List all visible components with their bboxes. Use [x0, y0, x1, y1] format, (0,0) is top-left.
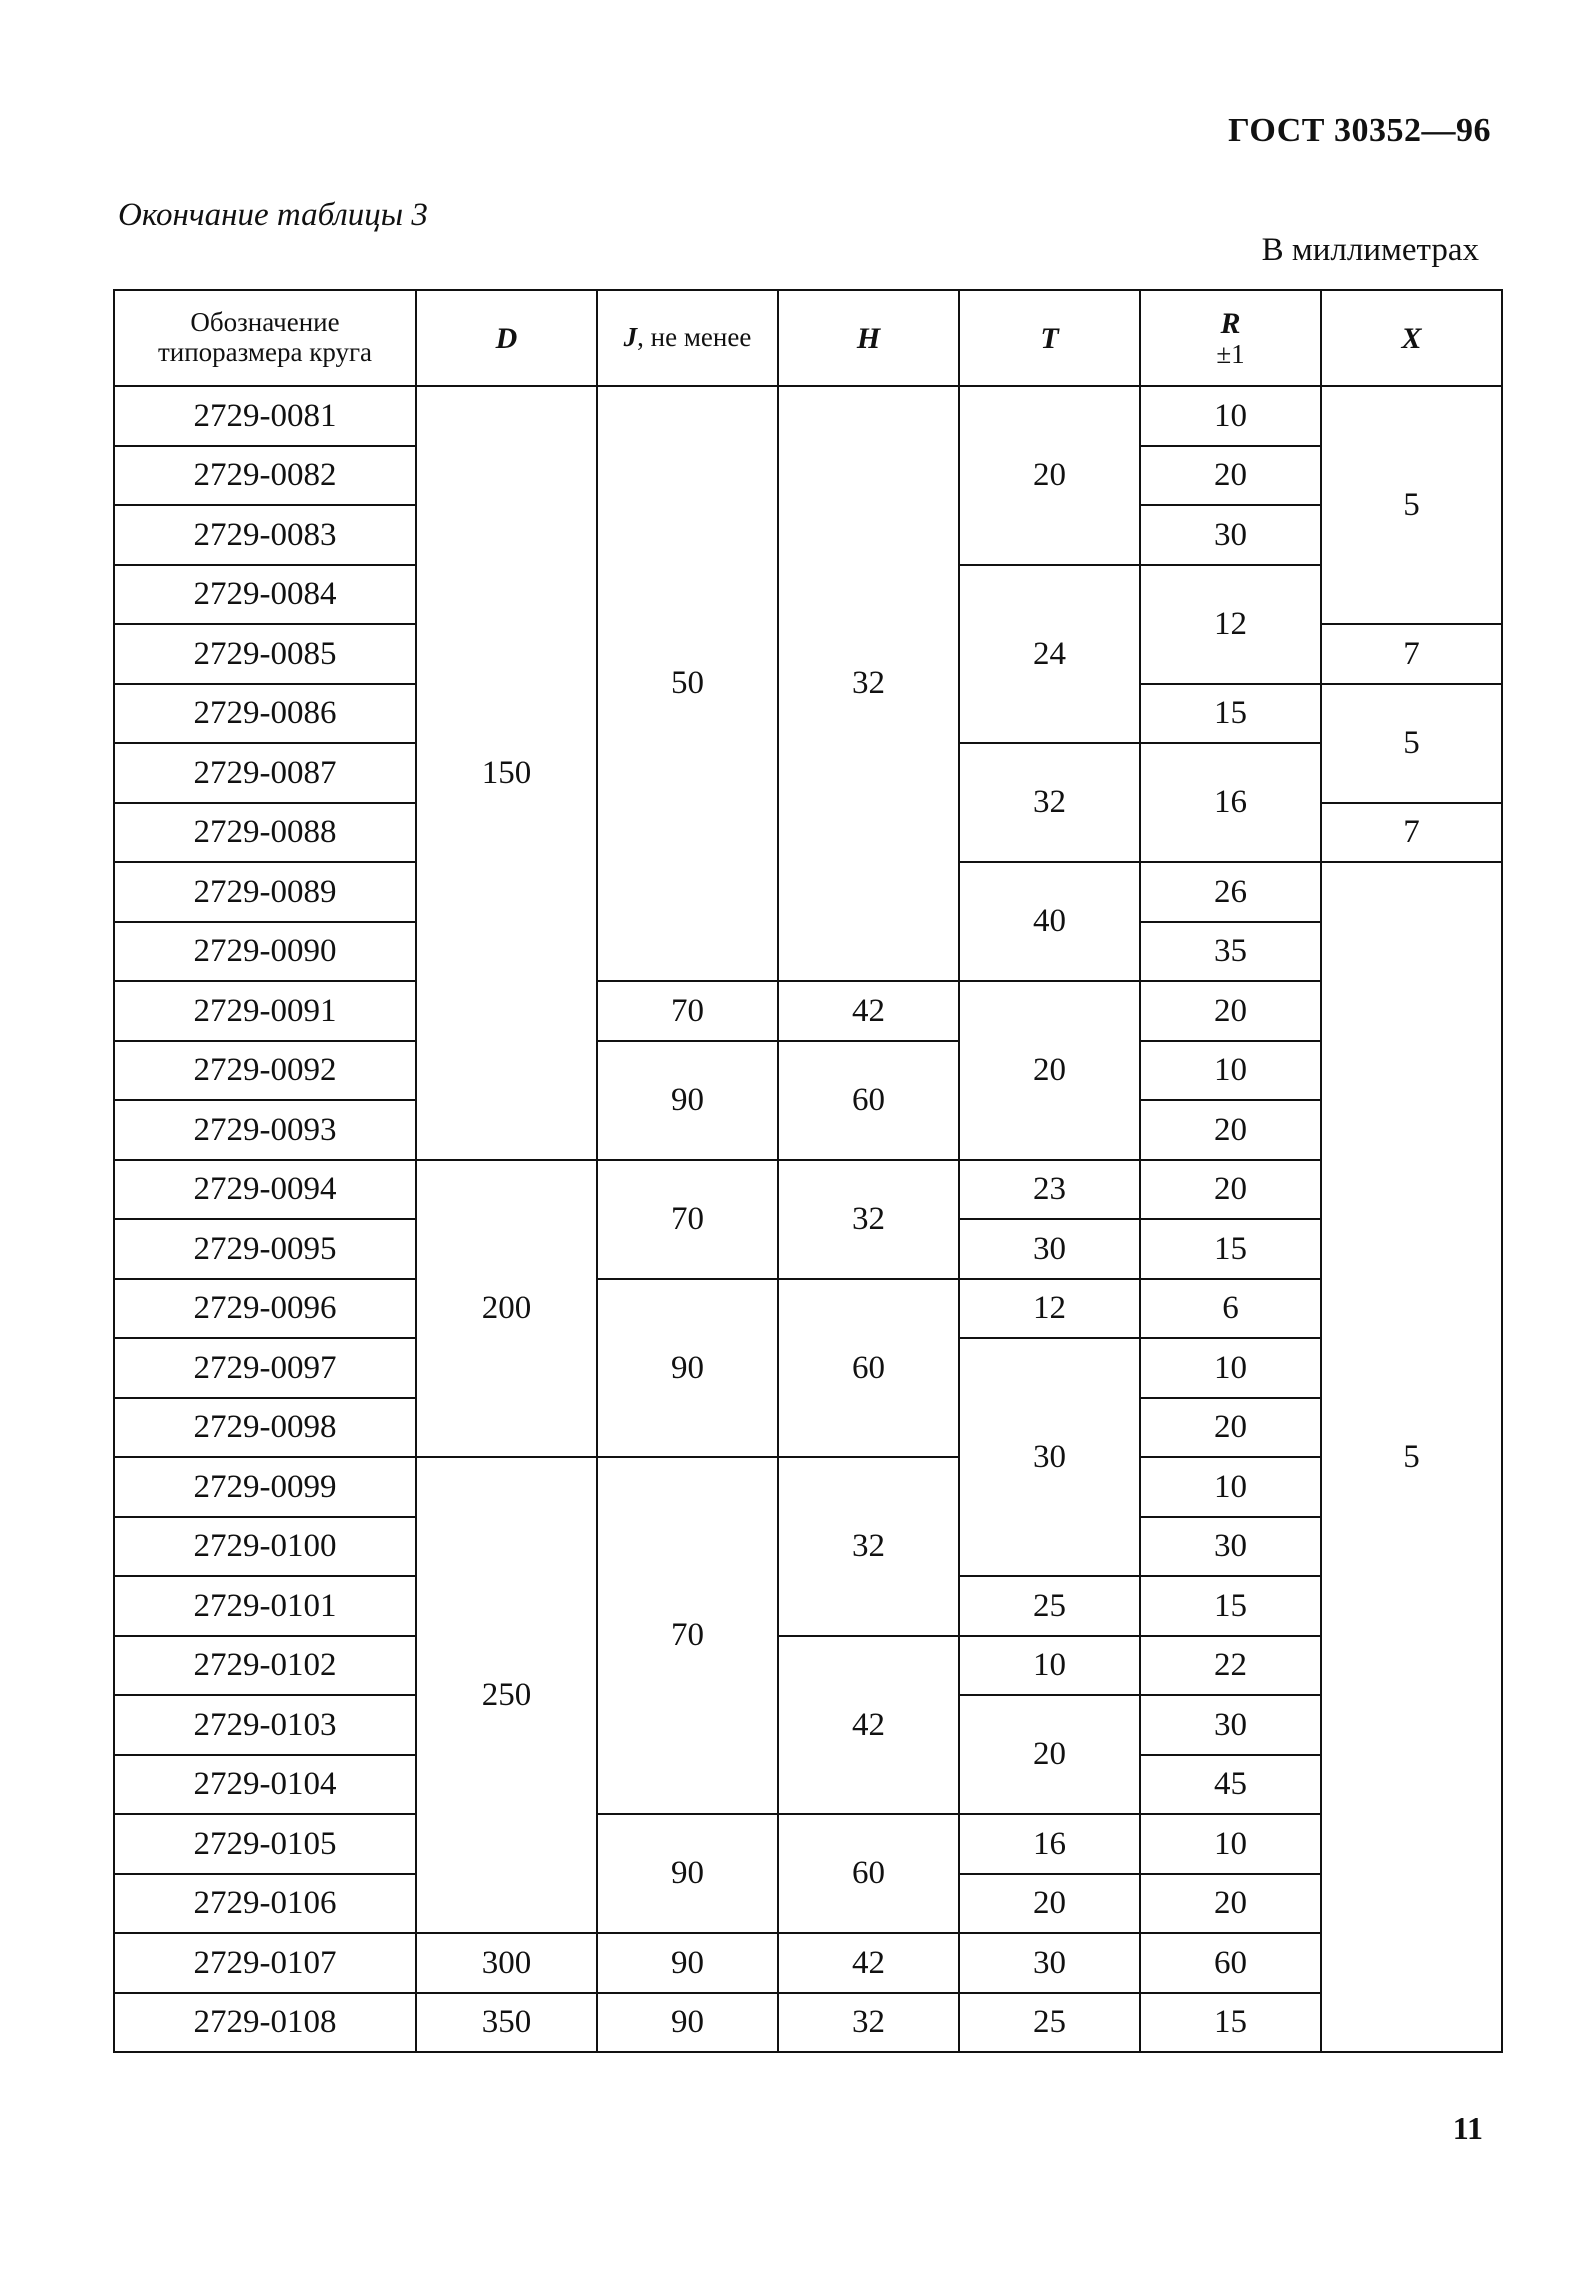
cell-j: 50	[597, 386, 778, 981]
cell-designation: 2729-0086	[114, 684, 416, 744]
cell-r: 15	[1140, 684, 1321, 744]
cell-r: 35	[1140, 922, 1321, 982]
cell-j: 70	[597, 1457, 778, 1814]
cell-r: 16	[1140, 743, 1321, 862]
header-x: X	[1321, 290, 1502, 386]
table-row	[114, 1814, 1502, 1874]
cell-designation: 2729-0088	[114, 803, 416, 863]
cell-x: 5	[1321, 386, 1502, 624]
cell-d: 300	[416, 1933, 597, 1993]
cell-h: 42	[778, 1636, 959, 1815]
cell-t: 32	[959, 743, 1140, 862]
cell-d: 350	[416, 1993, 597, 2053]
cell-j: 70	[597, 1160, 778, 1279]
cell-t: 20	[959, 386, 1140, 565]
cell-t: 25	[959, 1576, 1140, 1636]
header-j-symbol: J	[623, 322, 638, 353]
cell-designation: 2729-0081	[114, 386, 416, 446]
cell-designation: 2729-0087	[114, 743, 416, 803]
cell-t: 30	[959, 1219, 1140, 1279]
cell-r: 20	[1140, 446, 1321, 506]
cell-r: 10	[1140, 1041, 1321, 1101]
table-row	[114, 1636, 1502, 1696]
cell-r: 10	[1140, 386, 1321, 446]
cell-t: 20	[959, 1695, 1140, 1814]
cell-designation: 2729-0091	[114, 981, 416, 1041]
cell-r: 20	[1140, 1398, 1321, 1458]
cell-j: 70	[597, 981, 778, 1041]
cell-r: 22	[1140, 1636, 1321, 1696]
header-r	[1140, 290, 1321, 386]
cell-designation: 2729-0107	[114, 1933, 416, 1993]
cell-designation: 2729-0084	[114, 565, 416, 625]
cell-designation: 2729-0102	[114, 1636, 416, 1696]
cell-h: 60	[778, 1279, 959, 1458]
cell-t: 12	[959, 1279, 1140, 1339]
cell-designation: 2729-0090	[114, 922, 416, 982]
cell-r: 12	[1140, 565, 1321, 684]
cell-designation: 2729-0103	[114, 1695, 416, 1755]
cell-r: 30	[1140, 1695, 1321, 1755]
cell-h: 32	[778, 386, 959, 981]
cell-designation: 2729-0097	[114, 1338, 416, 1398]
cell-h: 42	[778, 1933, 959, 1993]
cell-r: 20	[1140, 1160, 1321, 1220]
cell-h: 32	[778, 1993, 959, 2053]
header-designation-line2: типоразмера круга	[157, 337, 373, 367]
cell-x: 5	[1321, 862, 1502, 2052]
cell-j: 90	[597, 1993, 778, 2053]
cell-designation: 2729-0085	[114, 624, 416, 684]
cell-t: 16	[959, 1814, 1140, 1874]
cell-t: 20	[959, 981, 1140, 1160]
cell-designation: 2729-0096	[114, 1279, 416, 1339]
cell-j: 90	[597, 1041, 778, 1160]
standard-number: ГОСТ 30352—96	[1228, 112, 1491, 149]
cell-r: 20	[1140, 981, 1321, 1041]
cell-h: 60	[778, 1041, 959, 1160]
cell-designation: 2729-0099	[114, 1457, 416, 1517]
header-designation-line1: Обозначение	[190, 307, 340, 338]
cell-x: 5	[1321, 684, 1502, 803]
cell-x: 7	[1321, 624, 1502, 684]
cell-r: 20	[1140, 1874, 1321, 1934]
cell-designation: 2729-0094	[114, 1160, 416, 1220]
cell-t: 30	[959, 1933, 1140, 1993]
header-j	[597, 290, 778, 386]
cell-t: 25	[959, 1993, 1140, 2053]
header-r-tolerance: ±1	[1216, 338, 1245, 369]
table-row	[114, 1041, 1502, 1101]
cell-h: 42	[778, 981, 959, 1041]
cell-r: 60	[1140, 1933, 1321, 1993]
cell-designation: 2729-0106	[114, 1874, 416, 1934]
cell-h: 60	[778, 1814, 959, 1933]
table-row	[114, 1279, 1502, 1339]
header-h: H	[778, 290, 959, 386]
cell-designation: 2729-0093	[114, 1100, 416, 1160]
cell-j: 90	[597, 1933, 778, 1993]
header-row	[114, 290, 1502, 386]
header-j-suffix: , не менее	[637, 322, 752, 353]
cell-r: 15	[1140, 1576, 1321, 1636]
cell-r: 45	[1140, 1755, 1321, 1815]
header-d: D	[416, 290, 597, 386]
cell-designation: 2729-0105	[114, 1814, 416, 1874]
cell-designation: 2729-0082	[114, 446, 416, 506]
cell-d: 250	[416, 1457, 597, 1933]
cell-h: 32	[778, 1160, 959, 1279]
cell-designation: 2729-0098	[114, 1398, 416, 1458]
cell-t: 23	[959, 1160, 1140, 1220]
header-t: T	[959, 290, 1140, 386]
cell-designation: 2729-0089	[114, 862, 416, 922]
header-designation	[114, 290, 416, 386]
cell-r: 15	[1140, 1219, 1321, 1279]
cell-designation: 2729-0100	[114, 1517, 416, 1577]
cell-h: 32	[778, 1457, 959, 1636]
table-row	[114, 1933, 1502, 1993]
cell-r: 30	[1140, 1517, 1321, 1577]
page-number: 11	[1452, 2110, 1483, 2146]
cell-x: 7	[1321, 803, 1502, 863]
cell-r: 15	[1140, 1993, 1321, 2053]
cell-designation: 2729-0108	[114, 1993, 416, 2053]
cell-d: 200	[416, 1160, 597, 1458]
cell-t: 20	[959, 1874, 1140, 1934]
cell-r: 10	[1140, 1338, 1321, 1398]
units-note: В миллиметрах	[1261, 232, 1479, 268]
cell-r: 10	[1140, 1814, 1321, 1874]
table-row	[114, 1993, 1502, 2053]
table-row	[114, 386, 1502, 446]
cell-r: 6	[1140, 1279, 1321, 1339]
cell-t: 10	[959, 1636, 1140, 1696]
cell-designation: 2729-0101	[114, 1576, 416, 1636]
cell-r: 10	[1140, 1457, 1321, 1517]
cell-r: 20	[1140, 1100, 1321, 1160]
cell-designation: 2729-0095	[114, 1219, 416, 1279]
dimensions-table	[113, 289, 1503, 2053]
cell-designation: 2729-0104	[114, 1755, 416, 1815]
cell-t: 30	[959, 1338, 1140, 1576]
cell-designation: 2729-0092	[114, 1041, 416, 1101]
table-caption: Окончание таблицы 3	[118, 197, 428, 233]
table-row	[114, 981, 1502, 1041]
cell-designation: 2729-0083	[114, 505, 416, 565]
cell-t: 40	[959, 862, 1140, 981]
header-r-symbol: R	[1220, 306, 1241, 340]
cell-d: 150	[416, 386, 597, 1160]
cell-j: 90	[597, 1279, 778, 1458]
cell-r: 30	[1140, 505, 1321, 565]
cell-j: 90	[597, 1814, 778, 1933]
table-row	[114, 1457, 1502, 1517]
table-row	[114, 1160, 1502, 1220]
cell-t: 24	[959, 565, 1140, 744]
cell-r: 26	[1140, 862, 1321, 922]
